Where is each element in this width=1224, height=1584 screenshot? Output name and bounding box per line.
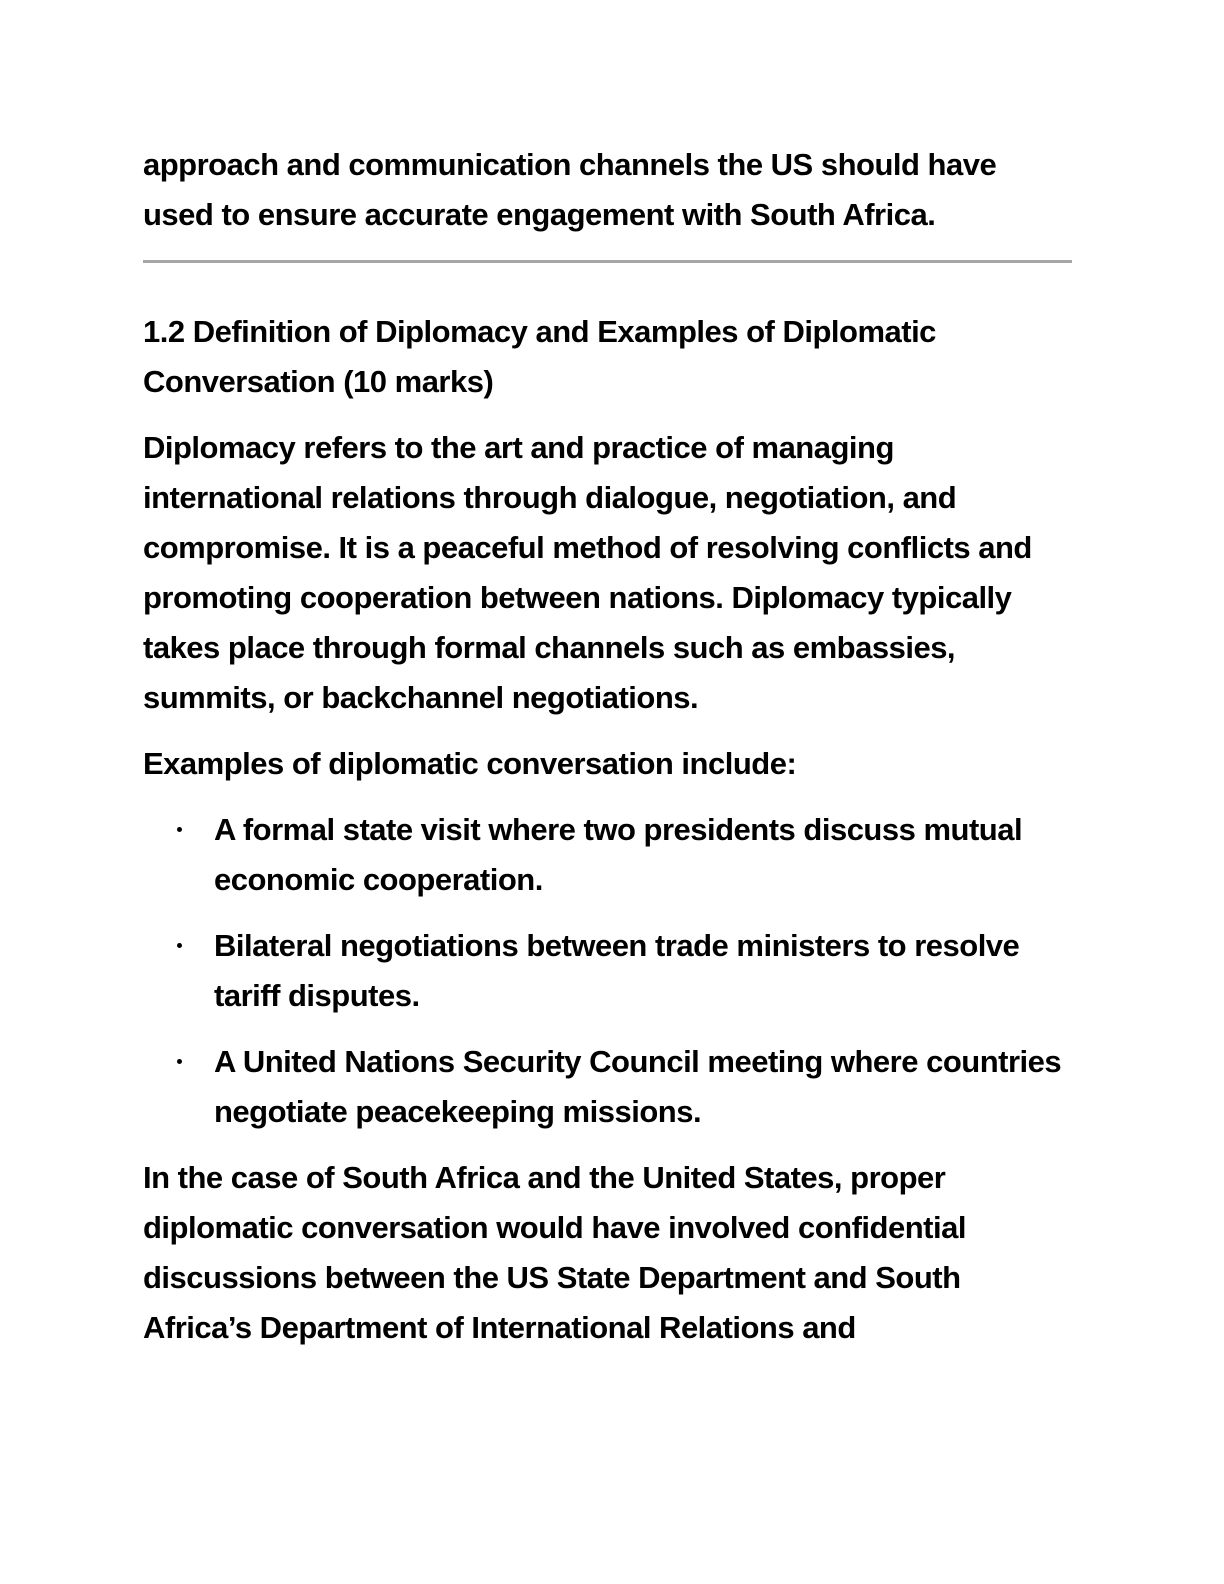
list-item	[143, 921, 1072, 1021]
examples-intro: Examples of diplomatic conversation include:	[143, 746, 797, 781]
closing-paragraph: In the case of South Africa and the United States, proper diplomatic conversation would have involved confidential discussions between the US State Department and South Africa’s Department of International Relations and	[143, 1160, 966, 1345]
list-item-text: A United Nations Security Council meeting where countries negotiate peacekeeping missions.	[214, 1044, 1062, 1129]
bullet-icon	[177, 943, 182, 948]
list-item-text: A formal state visit where two presidents discuss mutual economic cooperation.	[214, 812, 1023, 897]
document-page	[143, 140, 1072, 1353]
list-item-text: Bilateral negotiations between trade ministers to resolve tariff disputes.	[214, 928, 1020, 1013]
examples-list	[143, 805, 1072, 1137]
definition-paragraph: Diplomacy refers to the art and practice of managing international relations through dialogue, negotiation, and compromise. It is a peaceful method of resolving conflicts and promoting cooperation between nations. Diplomacy typically takes place through formal channels such as embassies, summits, or backchannel negotiations.	[143, 430, 1032, 715]
list-item	[143, 805, 1072, 905]
section-heading: 1.2 Definition of Diplomacy and Examples of Diplomatic Conversation (10 marks)	[143, 314, 936, 399]
bullet-icon	[177, 827, 182, 832]
intro-continuation-paragraph: approach and communication channels the US should have used to ensure accurate engagement with South Africa.	[143, 147, 997, 232]
list-item	[143, 1037, 1072, 1137]
horizontal-divider	[143, 260, 1072, 263]
bullet-icon	[177, 1059, 182, 1064]
